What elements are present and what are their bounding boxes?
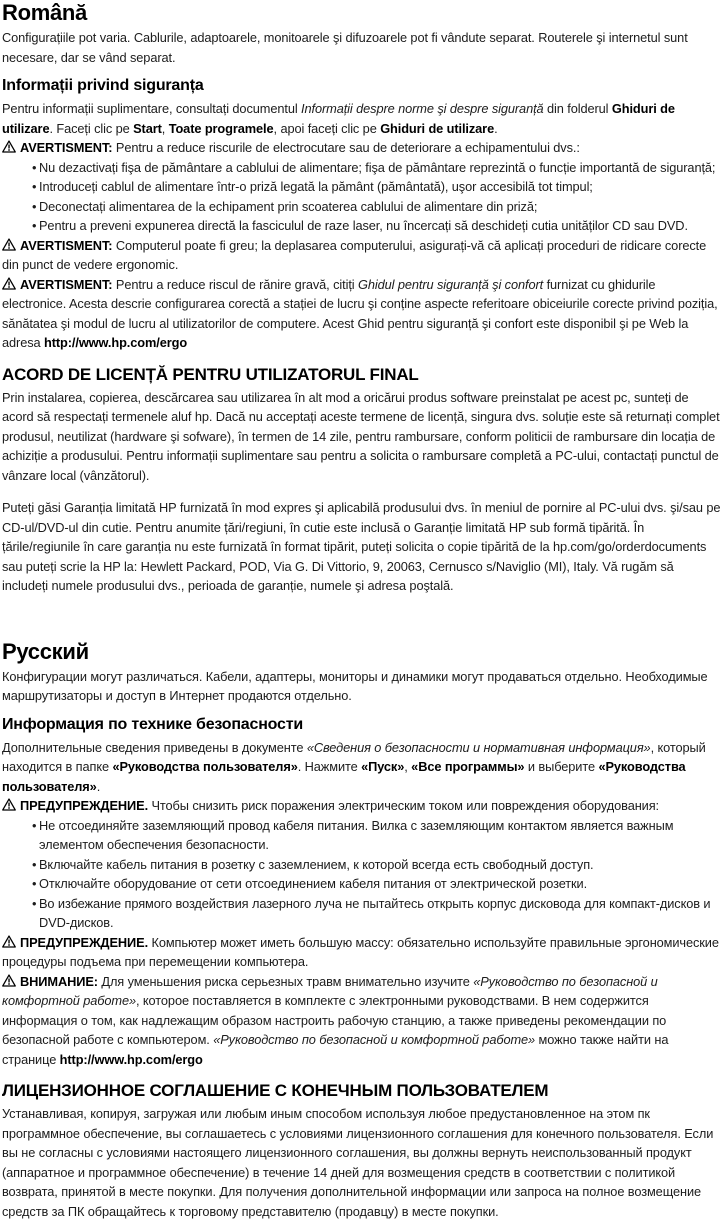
- bullet-item: • Deconectați alimentarea de la echipament prin scoaterea cablului de alimentare din priză;: [32, 197, 723, 217]
- romanian-eula-heading: ACORD DE LICENȚĂ PENTRU UTILIZATORUL FINAL: [2, 364, 419, 384]
- bullet-item: • Introduceți cablul de alimentare într-o priză legată la pământ (pământată), uşor accesibilă tot timpul;: [32, 177, 723, 197]
- section-russian: [2, 640, 723, 1222]
- warning-triangle-icon: [2, 238, 16, 251]
- romanian-warning-3: [2, 275, 723, 353]
- russian-safety-heading: Информация по технике безопасности: [2, 715, 303, 733]
- romanian-warning-1-bullets: [2, 158, 723, 236]
- warning-text: AVERTISMENT: Computerul poate fi greu; la deplasarea computerului, asigurați-vă că aplicați proceduri de ridicare corecte din punct de vedere ergonomic.: [2, 237, 707, 272]
- warning-text: ПРЕДУПРЕЖДЕНИЕ. Чтобы снизить риск поражения электрическим током или повреждения оборудования:: [20, 798, 660, 813]
- warning-triangle-icon: [2, 974, 16, 987]
- russian-warning-1-bullets: [2, 816, 723, 933]
- bullet-item: • Отключайте оборудование от сети отсоединением кабеля питания от электрической розетки.: [32, 874, 723, 894]
- warning-text: AVERTISMENT: Pentru a reduce riscul de rănire gravă, citiți Ghidul pentru siguranță şi confort furnizat cu ghidurile electronice. Acesta descrie configurarea corectă a stației de lucru şi conține aspecte referitoare obiceiurile corecte privind poziția, sănătatea şi modul de lucru al utilizatorilor de computere. Acest Ghid pentru siguranță şi confort este disponibil şi pe Web la adresa http://www.hp.com/ergo: [2, 276, 718, 350]
- bullet-item: • Включайте кабель питания в розетку с заземлением, к которой всегда есть свободный доступ.: [32, 855, 723, 875]
- bullet-item: • Во избежание прямого воздействия лазерного луча не пытайтесь открыть корпус дисковода для компакт-дисков и DVD-дисков.: [32, 894, 723, 933]
- bullet-item: • Не отсоединяйте заземляющий провод кабеля питания. Вилка с заземляющим контактом является важным элементом обеспечения безопасности.: [32, 816, 723, 855]
- warning-triangle-icon: [2, 277, 16, 290]
- russian-title: Русский: [2, 638, 89, 664]
- romanian-warning-2: [2, 236, 723, 275]
- bullet-item: • Nu dezactivați fişa de pământare a cablului de alimentare; fişa de pământare reprezintă o funcție importantă de siguranță;: [32, 158, 723, 178]
- romanian-intro: Configurațiile pot varia. Cablurile, adaptoarele, monitoarele şi difuzoarele pot fi vândute separat. Routerele şi internetul sunt necesare, dar se vând separat.: [2, 30, 688, 65]
- romanian-safety-paragraph: Pentru informații suplimentare, consultați documentul Informații despre norme şi despre siguranță din folderul Ghiduri de utilizare. Faceți clic pe Start, Toate programele, apoi faceți clic pe Ghiduri de utilizare.: [2, 101, 675, 136]
- russian-eula-heading: ЛИЦЕНЗИОННОЕ СОГЛАШЕНИЕ С КОНЕЧНЫМ ПОЛЬЗОВАТЕЛЕМ: [2, 1081, 549, 1100]
- russian-intro: Конфигурации могут различаться. Кабели, адаптеры, мониторы и динамики могут продаваться отдельно. Необходимые маршрутизаторы и доступ в Интернет продаются отдельно.: [2, 668, 708, 703]
- romanian-eula-paragraph-2: Puteți găsi Garanția limitată HP furnizată în mod expres şi aplicabilă produsului dvs. în meniul de pornire al PC-ului dvs. şi/sau pe CD-ul/DVD-ul din cutie. Pentru anumite țări/regiuni, în cutie este inclusă o Garanție limitată HP sub formă tipărită. În țările/regiunile în care garanția nu este furnizată în format tipărit, puteți solicita o copie tipărită de la hp.com/go/orderdocuments sau puteți scrie la HP la: Hewlett Packard, POD, Via G. Di Vittorio, 9, 20063, Cernusco s/Naviglio (MI), Italy. Vă rugăm să includeți numele produsului dvs., perioada de garanție, numele şi adresa poştală.: [2, 500, 721, 593]
- russian-warning-1: [2, 796, 723, 816]
- russian-eula-paragraph-1: Устанавливая, копируя, загружая или любым иным способом используя любое предустановленное на этом пк программное обеспечение, вы соглашаетесь с условиями лицензионного соглашения для конечного пользователя. Если вы не согласны с условиями настоящего лицензионного соглашения, вы должны вернуть неиспользованный продукт (аппаратное и программное обеспечение) в течение 14 дней для возмещения средств в соответствии с политикой возврата, принятой в месте покупки. Для получения дополнительной информации или запроса на полное возмещение средств за ПК обращайтесь к торговому представителю (продавцу) в месте покупки.: [2, 1106, 714, 1219]
- warning-triangle-icon: [2, 798, 16, 811]
- romanian-eula-paragraph-1: Prin instalarea, copierea, descărcarea sau utilizarea în alt mod a oricărui produs software preinstalat pe acest pc, sunteți de acord să respectați termenele aluf hp. Dacă nu acceptați aceste termene de licență, singura dvs. soluție este să returnați complet produsul, neutilizat (hardware şi sofware), în termen de 14 zile, pentru rambursare, conform politicii de rambursare din locația de achiziție a produsului. Pentru informații suplimentare sau pentru a solicita o rambursare completă a PC-ului, contactați punctul de vânzare local (vânzătorul).: [2, 389, 720, 483]
- warning-text: ВНИМАНИЕ: Для уменьшения риска серьезных травм внимательно изучите «Руководство по безопасной и комфортной работе», которое поставляется в комплекте с электронными руководствами. В нем содержится информация о том, как надлежащим образом настроить рабочую станцию, а также приведены рекомендации по безопасной работе с компьютером. «Руководство по безопасной и комфортной работе» можно также найти на странице http://www.hp.com/ergo: [2, 973, 669, 1067]
- warning-text: AVERTISMENT: Pentru a reduce riscurile de electrocutare sau de deteriorare a echipamentului dvs.:: [20, 140, 580, 155]
- warning-triangle-icon: [2, 140, 16, 153]
- romanian-title: Română: [2, 0, 87, 25]
- russian-safety-paragraph: Дополнительные сведения приведены в документе «Сведения о безопасности и нормативная информация», который находится в папке «Руководства пользователя». Нажмите «Пуск», «Все программы» и выберите «Руководства пользователя».: [2, 739, 706, 794]
- romanian-warning-1: [2, 138, 723, 158]
- warning-triangle-icon: [2, 935, 16, 948]
- russian-warning-3: [2, 972, 723, 1070]
- warning-text: ПРЕДУПРЕЖДЕНИЕ. Компьютер может иметь большую массу: обязательно используйте правильные эргономические процедуры подъема при перемещении компьютера.: [2, 934, 719, 969]
- romanian-safety-heading: Informații privind siguranța: [2, 77, 204, 94]
- section-romanian: [2, 1, 723, 596]
- russian-warning-2: [2, 933, 723, 972]
- bullet-item: • Pentru a preveni expunerea directă la fasciculul de raze laser, nu încercați să deschideți cutia unităților CD sau DVD.: [32, 216, 723, 236]
